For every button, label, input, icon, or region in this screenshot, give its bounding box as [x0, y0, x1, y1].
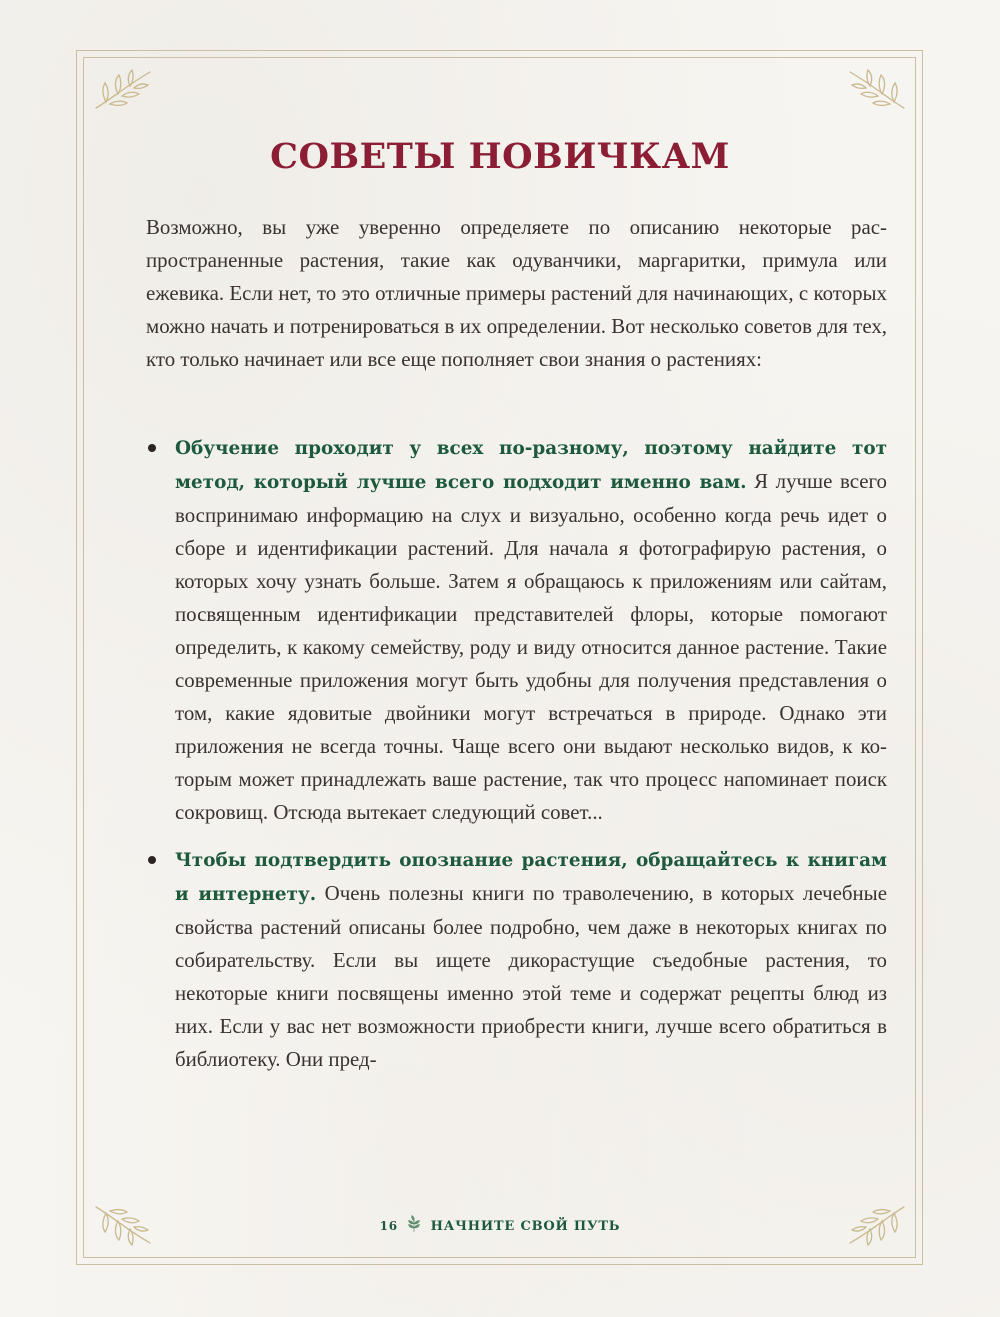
page-footer: [0, 1215, 1000, 1234]
leaf-sprig-icon: [406, 1215, 422, 1233]
bullet-icon: [148, 444, 156, 452]
list-item: [146, 843, 887, 1076]
page-title: СОВЕТЫ НОВИЧКАМ: [270, 136, 730, 177]
tip-heading: Чтобы подтвердить опознание растения, обращайтесь к книгам и интернету.: [175, 850, 887, 905]
intro-paragraph: Возможно, вы уже уверенно определяете по описанию некоторые распространенные растения, такие как одуванчики, маргаритки, примула или ежевика. Если нет, то это отличные примеры растений для начинающих, с которых можно начать и потренироваться в их определении. Вот несколько советов для тех, кто только начинает или все еще пополняет свои знания о растениях:: [146, 215, 887, 371]
body-text: [146, 211, 887, 1090]
tip-text: Я лучше всего воспринимаю информацию на слух и визуально, особенно когда речь идет о сборе и идентификации растений. Для начала я фотографирую растения, о которых хочу узнать больше. Затем я обращаюсь к приложениям или сайтам, посвященным идентификации представителей флоры, которые помогают определить, к какому семейству, роду и виду относится данное растение. Такие современные приложения могут быть удобны для получения представления о том, какие ядовитые двойники могут встречаться в природе. Однако эти приложения не всегда точны. Чаще всего они выдают несколько видов, к которым может принадлежать ваше растение, так что процесс напоминает поиск сокровищ. Отсюда вытекает следующий совет...: [175, 469, 887, 824]
corner-branch-icon: [846, 66, 908, 116]
tip-text: Очень полезны книги по траволечению, в которых лечебные свойства растений описаны более подробно, чем даже в некоторых книгах по собирательству. Если вы ищете дикорастущие съедобные растения, то некоторые книги посвящены именно этой теме и содержат рецепты блюд из них. Если у вас нет возможности приобрести книги, лучше всего обратиться в библиотеку. Они пред-: [175, 881, 887, 1071]
tips-list: [146, 431, 887, 1076]
corner-branch-icon: [92, 66, 154, 116]
bullet-icon: [148, 856, 156, 864]
tip-heading: Обучение проходит у всех по-разному, поэтому найдите тот метод, который лучше всего подходит именно вам.: [175, 438, 887, 493]
footer-section-title: НАЧНИТЕ СВОЙ ПУТЬ: [430, 1219, 621, 1234]
list-item: [146, 431, 887, 829]
page-number: 16: [379, 1219, 398, 1233]
